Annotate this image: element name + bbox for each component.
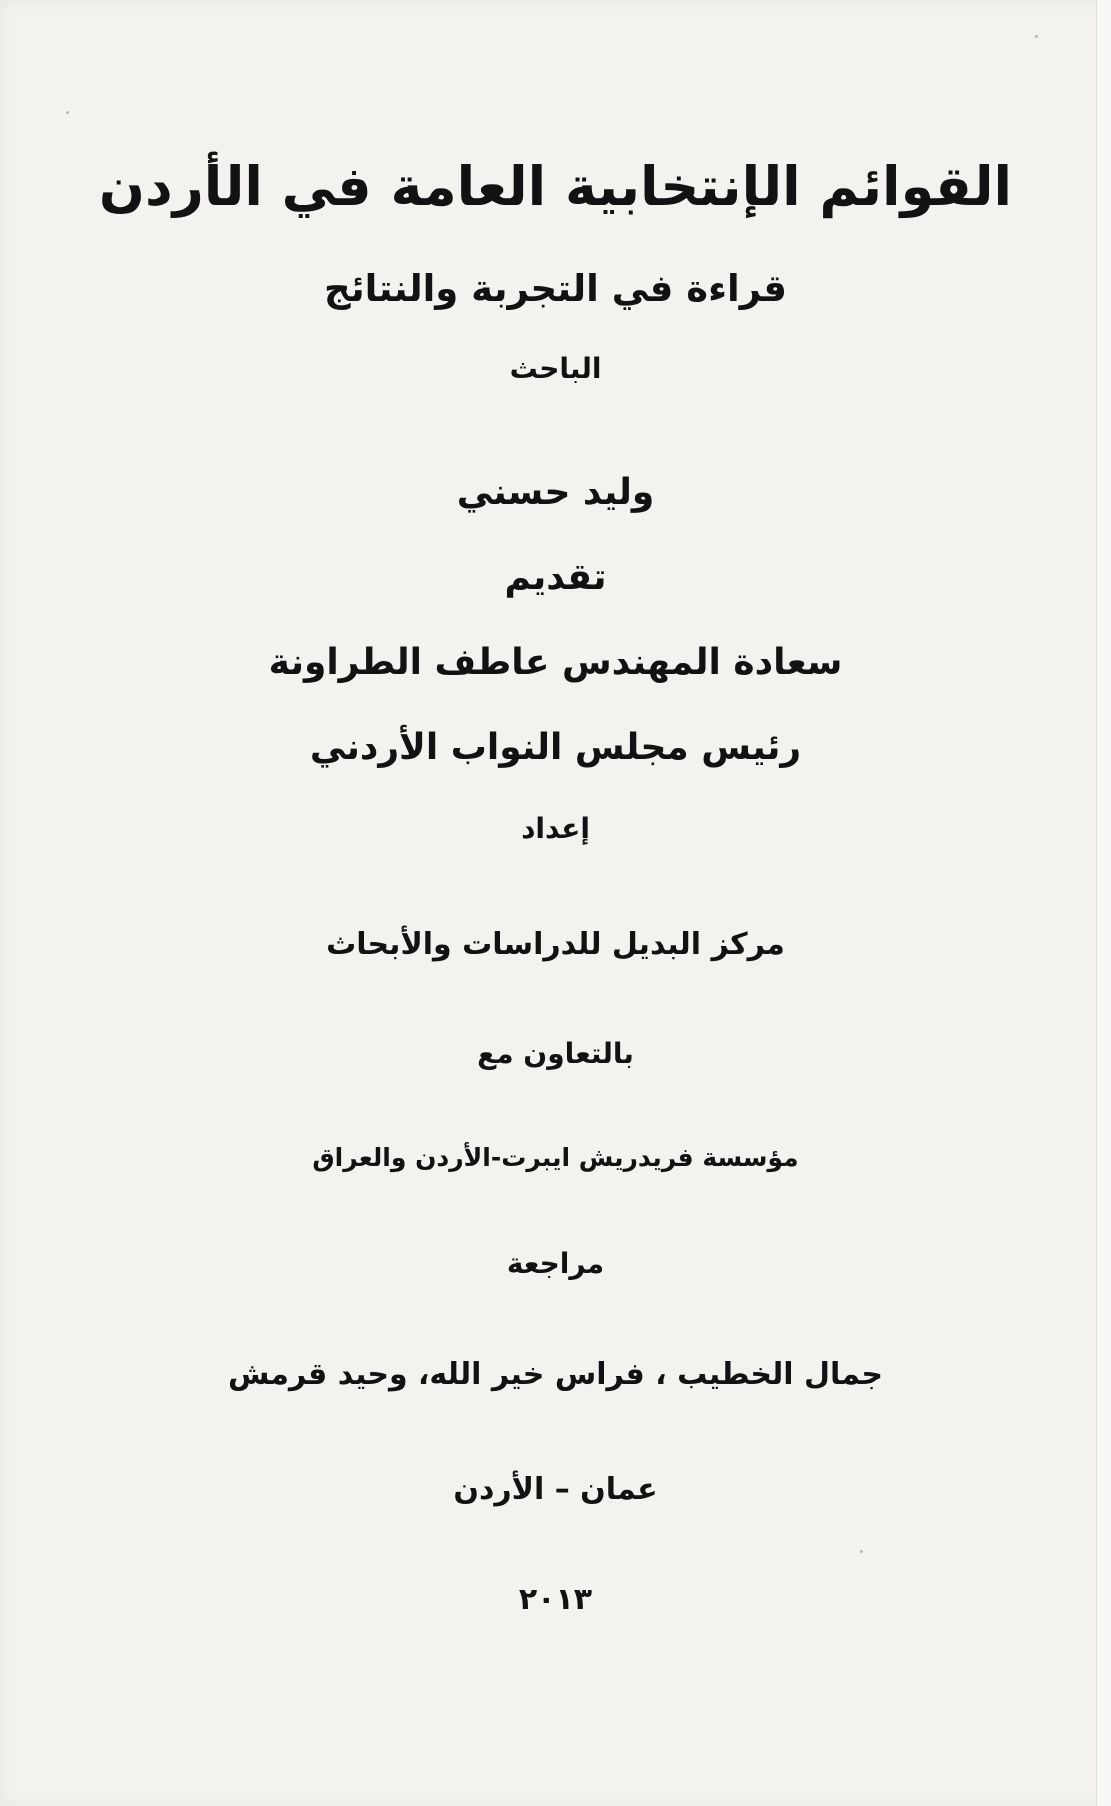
cooperation-label: بالتعاون مع [477, 1037, 634, 1070]
publication-place: عمان – الأردن [453, 1472, 658, 1507]
center-name: مركز البديل للدراسات والأبحاث [326, 927, 785, 962]
researcher-label: الباحث [509, 352, 602, 385]
reviewers: جمال الخطيب ، فراس خير الله، وحيد قرمش [228, 1357, 883, 1392]
paper-speck [66, 111, 69, 114]
document-title: القوائم الإنتخابية العامة في الأردن [98, 155, 1013, 218]
foreword-label: تقديم [504, 557, 607, 598]
researcher-name: وليد حسني [456, 472, 655, 513]
prepared-label: إعداد [521, 812, 590, 845]
foreword-role: رئيس مجلس النواب الأردني [309, 727, 802, 768]
paper-speck [1035, 35, 1038, 38]
foreword-person: سعادة المهندس عاطف الطراونة [268, 642, 843, 683]
paper-speck [860, 1550, 863, 1553]
foundation-name: مؤسسة فريدريش ايبرت-الأردن والعراق [312, 1143, 799, 1172]
publication-year: ٢٠١٣ [518, 1582, 593, 1617]
review-label: مراجعة [506, 1247, 605, 1280]
document-subtitle: قراءة في التجربة والنتائج [324, 267, 787, 310]
